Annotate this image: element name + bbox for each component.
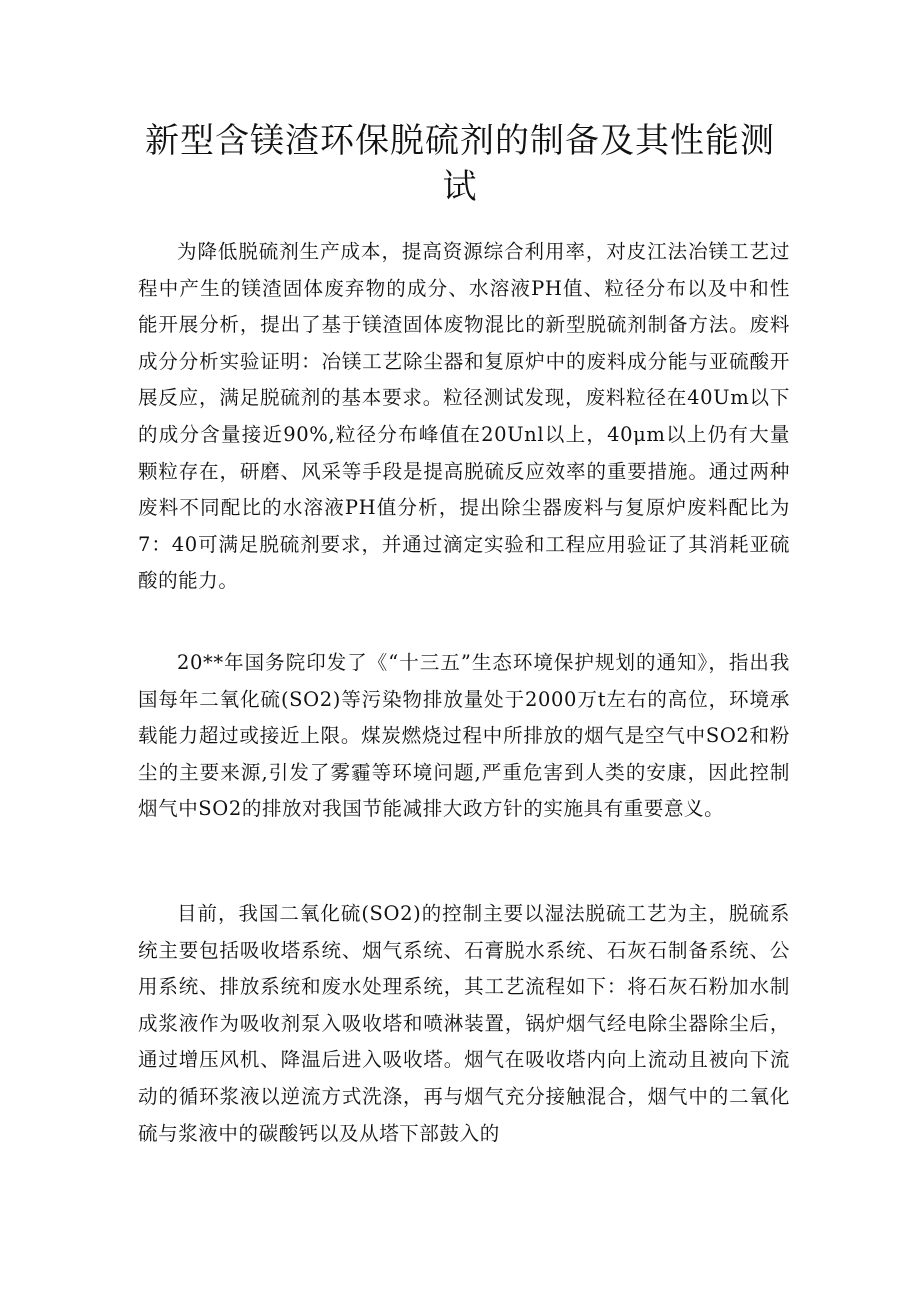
process-paragraph: 目前，我国二氧化硫(SO2)的控制主要以湿法脱硫工艺为主，脱硫系统主要包括吸收塔系统、烟气系统、石膏脱水系统、石灰石制备系统、公用系统、排放系统和废水处理系统，其工艺流程如下：将石灰石粉加水制成浆液作为吸收剂泵入吸收塔和喷淋装置，锅炉烟气经电除尘器除尘后，通过增压风机、降温后进入吸收塔。烟气在吸收塔内向上流动且被向下流动的循环浆液以逆流方式洗涤，再与烟气充分接触混合，烟气中的二氧化硫与浆液中的碳酸钙以及从塔下部鼓入的 xyxy=(138,902,790,1145)
document-title: 新型含镁渣环保脱硫剂的制备及其性能测试 xyxy=(145,121,775,207)
abstract-paragraph: 为降低脱硫剂生产成本，提高资源综合利用率，对皮江法冶镁工艺过程中产生的镁渣固体废弃物的成分、水溶液PH值、粒径分布以及中和性能开展分析，提出了基于镁渣固体废物混比的新型脱硫剂制备方法。废料成分分析实验证明：冶镁工艺除尘器和复原炉中的废料成分能与亚硫酸开展反应，满足脱硫剂的基本要求。粒径测试发现，废料粒径在40Um以下的成分含量接近90%,粒径分布峰值在20Unl以上，40μm以上仍有大量颗粒存在，研磨、风采等手段是提高脱硫反应效率的重要措施。通过两种废料不同配比的水溶液PH值分析，提出除尘器废料与复原炉废料配比为7：40可满足脱硫剂要求，并通过滴定实验和工程应用验证了其消耗亚硫酸的能力。 xyxy=(138,240,790,593)
background-paragraph: 20**年国务院印发了《“十三五”生态环境保护规划的通知》，指出我国每年二氧化硫(SO2)等污染物排放量处于2000万t左右的高位，环境承载能力超过或接近上限。煤炭燃烧过程中所排放的烟气是空气中SO2和粉尘的主要来源,引发了雾霾等环境问题,严重危害到人类的安康，因此控制烟气中SO2的排放对我国节能减排大政方针的实施具有重要意义。 xyxy=(138,651,790,821)
